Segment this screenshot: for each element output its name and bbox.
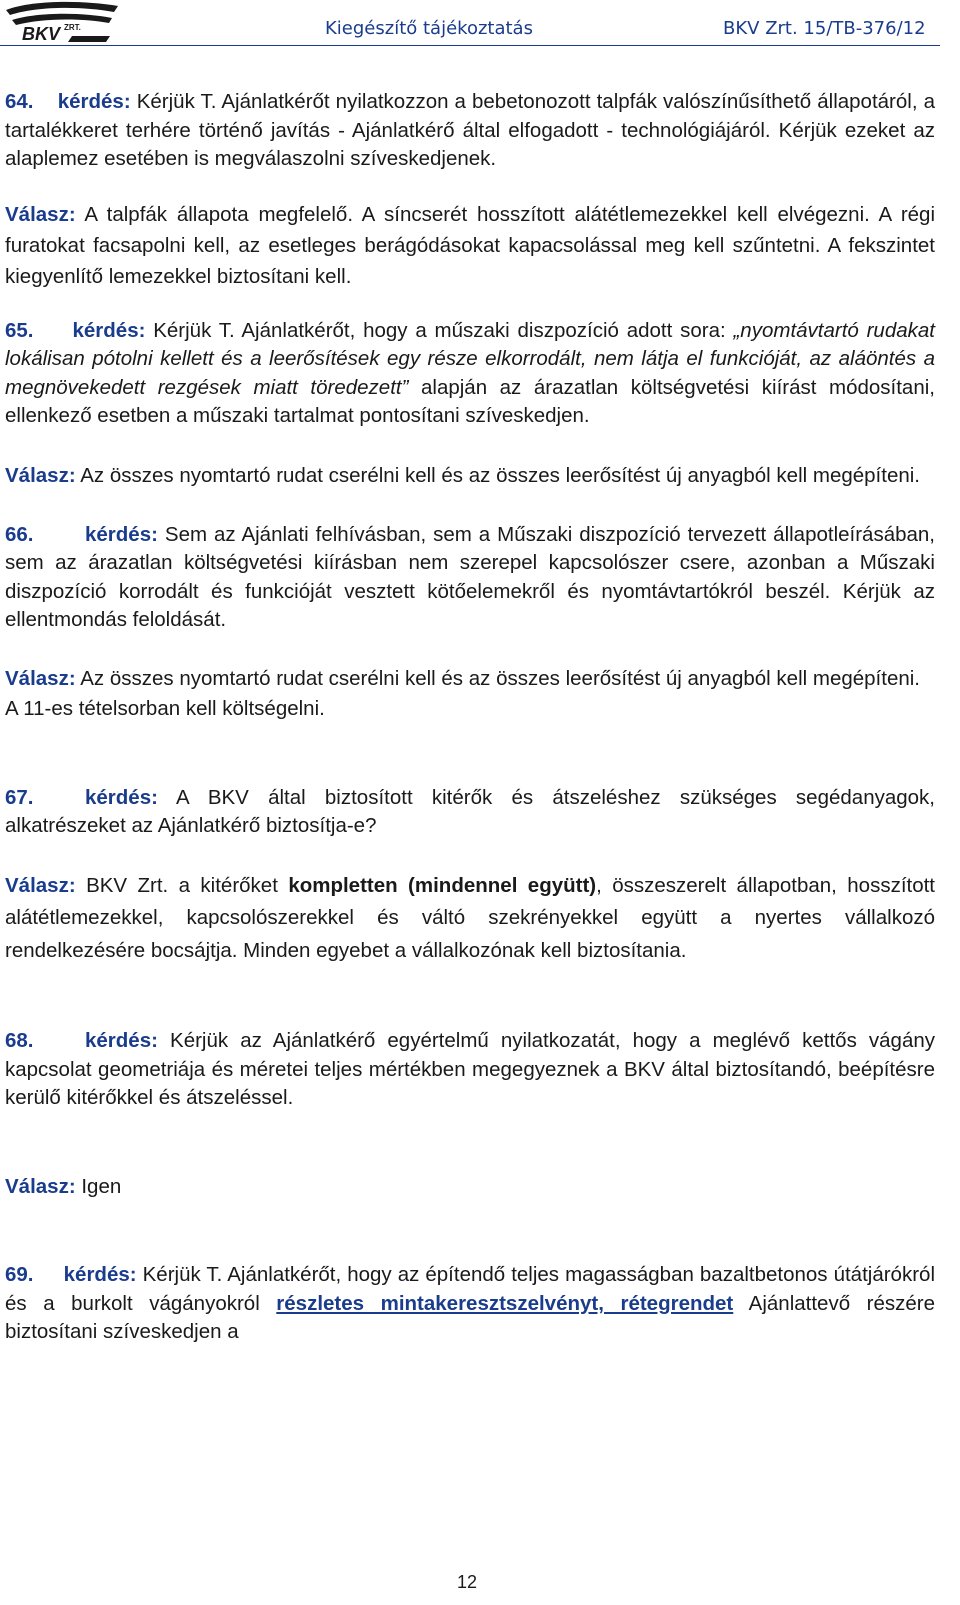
answer-label: Válasz: [5, 1174, 76, 1198]
question-number: 64. [5, 90, 34, 113]
question-label: kérdés: [63, 1263, 137, 1286]
document-type: Kiegészítő tájékoztatás [325, 18, 533, 39]
document-body [5, 88, 935, 1347]
question-text: Kérjük T. Ajánlatkérőt, hogy a műszaki diszpozíció adott sora: [153, 318, 734, 342]
answer-label: Válasz: [5, 463, 76, 487]
underlined-text: részletes mintakeresztszelvényt, rétegrendet [276, 1291, 734, 1315]
question-text-cont: Ajánlattevő részére biztosítani szíveskedjen a [5, 1291, 935, 1343]
quoted-text: „nyomtávtartó rudakat lokálisan pótolni kellett és a leerősítések egy része elkorrodált, nem látja el funkcióját, az aláöntés a megnövekedett rezgések miatt töredezett” [5, 318, 935, 399]
question-text-cont: alapján az árazatlan költségvetési kiírást módosítani, ellenkező esetben a műszaki tartalmat pontosítani szíveskedjen. [5, 375, 935, 427]
question-69 [5, 1261, 935, 1347]
question-number: 68. [5, 1029, 34, 1052]
answer-67 [5, 870, 935, 968]
answer-text: Igen [81, 1174, 122, 1198]
header-divider [0, 45, 940, 46]
answer-text: Az összes nyomtartó rudat cserélni kell és az összes leerősítést új anyagból kell megépíteni. [80, 463, 921, 487]
page-header [0, 0, 960, 52]
question-66 [5, 521, 935, 635]
question-label: kérdés: [85, 785, 158, 809]
answer-65 [5, 460, 935, 492]
answer-label: Válasz: [5, 666, 76, 690]
logo-sup: ZRT. [64, 23, 81, 32]
answer-text: BKV Zrt. a kitérőket [86, 873, 289, 897]
question-68 [5, 1027, 935, 1113]
question-number: 67. [5, 785, 34, 809]
logo-text: BKV [22, 24, 61, 44]
question-67 [5, 784, 935, 841]
bkv-logo [2, 0, 120, 46]
question-number: 66. [5, 522, 34, 546]
question-text: Kérjük T. Ajánlatkérőt nyilatkozzon a bebetonozott talpfák valószínűsíthető állapotáról, a tartalékkeret terhére történő javítás - Ajánlatkérő által elfogadott - technológiájáról. Kérjük ezeket az alaplemez esetében is megválaszolni szíveskedjenek. [5, 90, 935, 170]
question-65 [5, 317, 935, 431]
answer-text: Az összes nyomtartó rudat cserélni kell és az összes leerősítést új anyagból kell megépíteni. A 11-es tételsorban kell költségelni. [5, 666, 921, 720]
question-number: 65. [5, 318, 34, 342]
question-text: Sem az Ajánlati felhívásban, sem a Műszaki diszpozíció tervezett állapotleírásában, sem az árazatlan költségvetési kiírásban nem szerepel kapcsolószer csere, azonban a Műszaki diszpozíció korrodált és funkcióját vesztett kötőelemekről és nyomtávtartókról beszél. Kérjük az ellentmondás feloldását. [5, 522, 936, 631]
answer-66 [5, 664, 935, 724]
answer-label: Válasz: [5, 202, 76, 226]
answer-68 [5, 1173, 935, 1202]
question-text: Kérjük az Ajánlatkérő egyértelmű nyilatkozatát, hogy a meglévő kettős vágány kapcsolat geometriája és méretei teljes mértékben megegyeznek a BKV által biztosítandó, beépítésre kerülő kitérőkkel és átszeléssel. [5, 1029, 936, 1109]
answer-text: A talpfák állapota megfelelő. A síncserét hosszított alátétlemezekkel kell elvégezni. A régi furatokat facsapolni kell, az esetleges berágódásokat kapacsolással meg kell szűntetni. A fekszintet kiegyenlítő lemezekkel biztosítani kell. [5, 202, 936, 288]
answer-text-cont: , összeszerelt állapotban, hosszított alátétlemezekkel, kapcsolószerekkel és váltó szekrényekkel együtt a nyertes vállalkozó rendelkezésére bocsájtja. Minden egyebet a vállalkozónak kell biztosítania. [5, 873, 935, 962]
page-number: 12 [457, 1572, 478, 1592]
question-label: kérdés: [57, 90, 131, 113]
question-label: kérdés: [85, 522, 158, 546]
answer-label: Válasz: [5, 873, 76, 897]
answer-64 [5, 199, 935, 292]
question-number: 69. [5, 1263, 34, 1286]
question-label: kérdés: [72, 318, 146, 342]
answer-emphasis: kompletten (mindennel együtt) [288, 873, 597, 897]
document-id: BKV Zrt. 15/TB-376/12 [723, 18, 926, 39]
question-text: Kérjük T. Ajánlatkérőt, hogy az építendő teljes magasságban bazaltbetonos útátjárókról és a burkolt vágányokról [5, 1263, 935, 1315]
question-text: A BKV által biztosított kitérők és átszeléshez szükséges segédanyagok, alkatrészeket az Ajánlatkérő biztosítja-e? [5, 785, 935, 837]
question-label: kérdés: [85, 1029, 158, 1052]
question-64 [5, 88, 935, 174]
